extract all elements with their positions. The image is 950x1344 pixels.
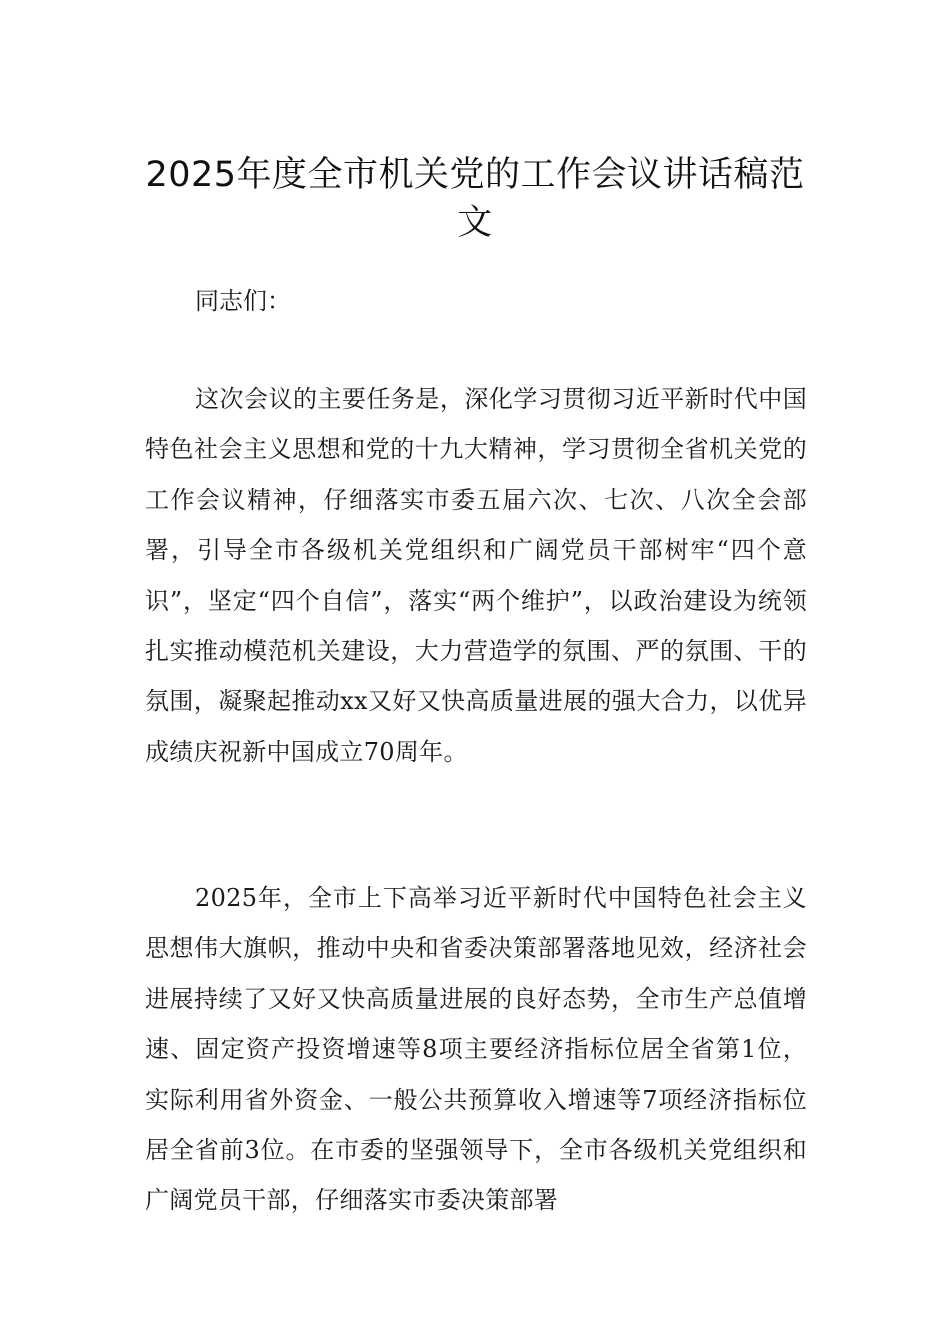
document-title: 2025年度全市机关党的工作会议讲话稿范文: [145, 155, 805, 244]
paragraph-1: 这次会议的主要任务是，深化学习贯彻习近平新时代中国特色社会主义思想和党的十九大精神，学习贯彻全省机关党的工作会议精神，仔细落实市委五届六次、七次、八次全会部署，引导全市各级机关党组织和广阔党员干部树牢“四个意识”，坚定“四个自信”，落实“两个维护”，以政治建设为统领扎实推动模范机关建设，大力营造学的氛围、严的氛围、干的氛围，凝聚起推动xx又好又快高质量进展的强大合力，以优异成绩庆祝新中国成立70周年。: [145, 385, 807, 766]
salutation: 同志们：: [195, 287, 291, 315]
paragraph-2: 2025年，全市上下高举习近平新时代中国特色社会主义思想伟大旗帜，推动中央和省委决策部署落地见效，经济社会进展持续了又好又快高质量进展的良好态势，全市生产总值增速、固定资产投资增速等8项主要经济指标位居全省第1位，实际利用省外资金、一般公共预算收入增速等7项经济指标位居全省前3位。在市委的坚强领导下，全市各级机关党组织和广阔党员干部，仔细落实市委决策部署: [145, 884, 807, 1215]
